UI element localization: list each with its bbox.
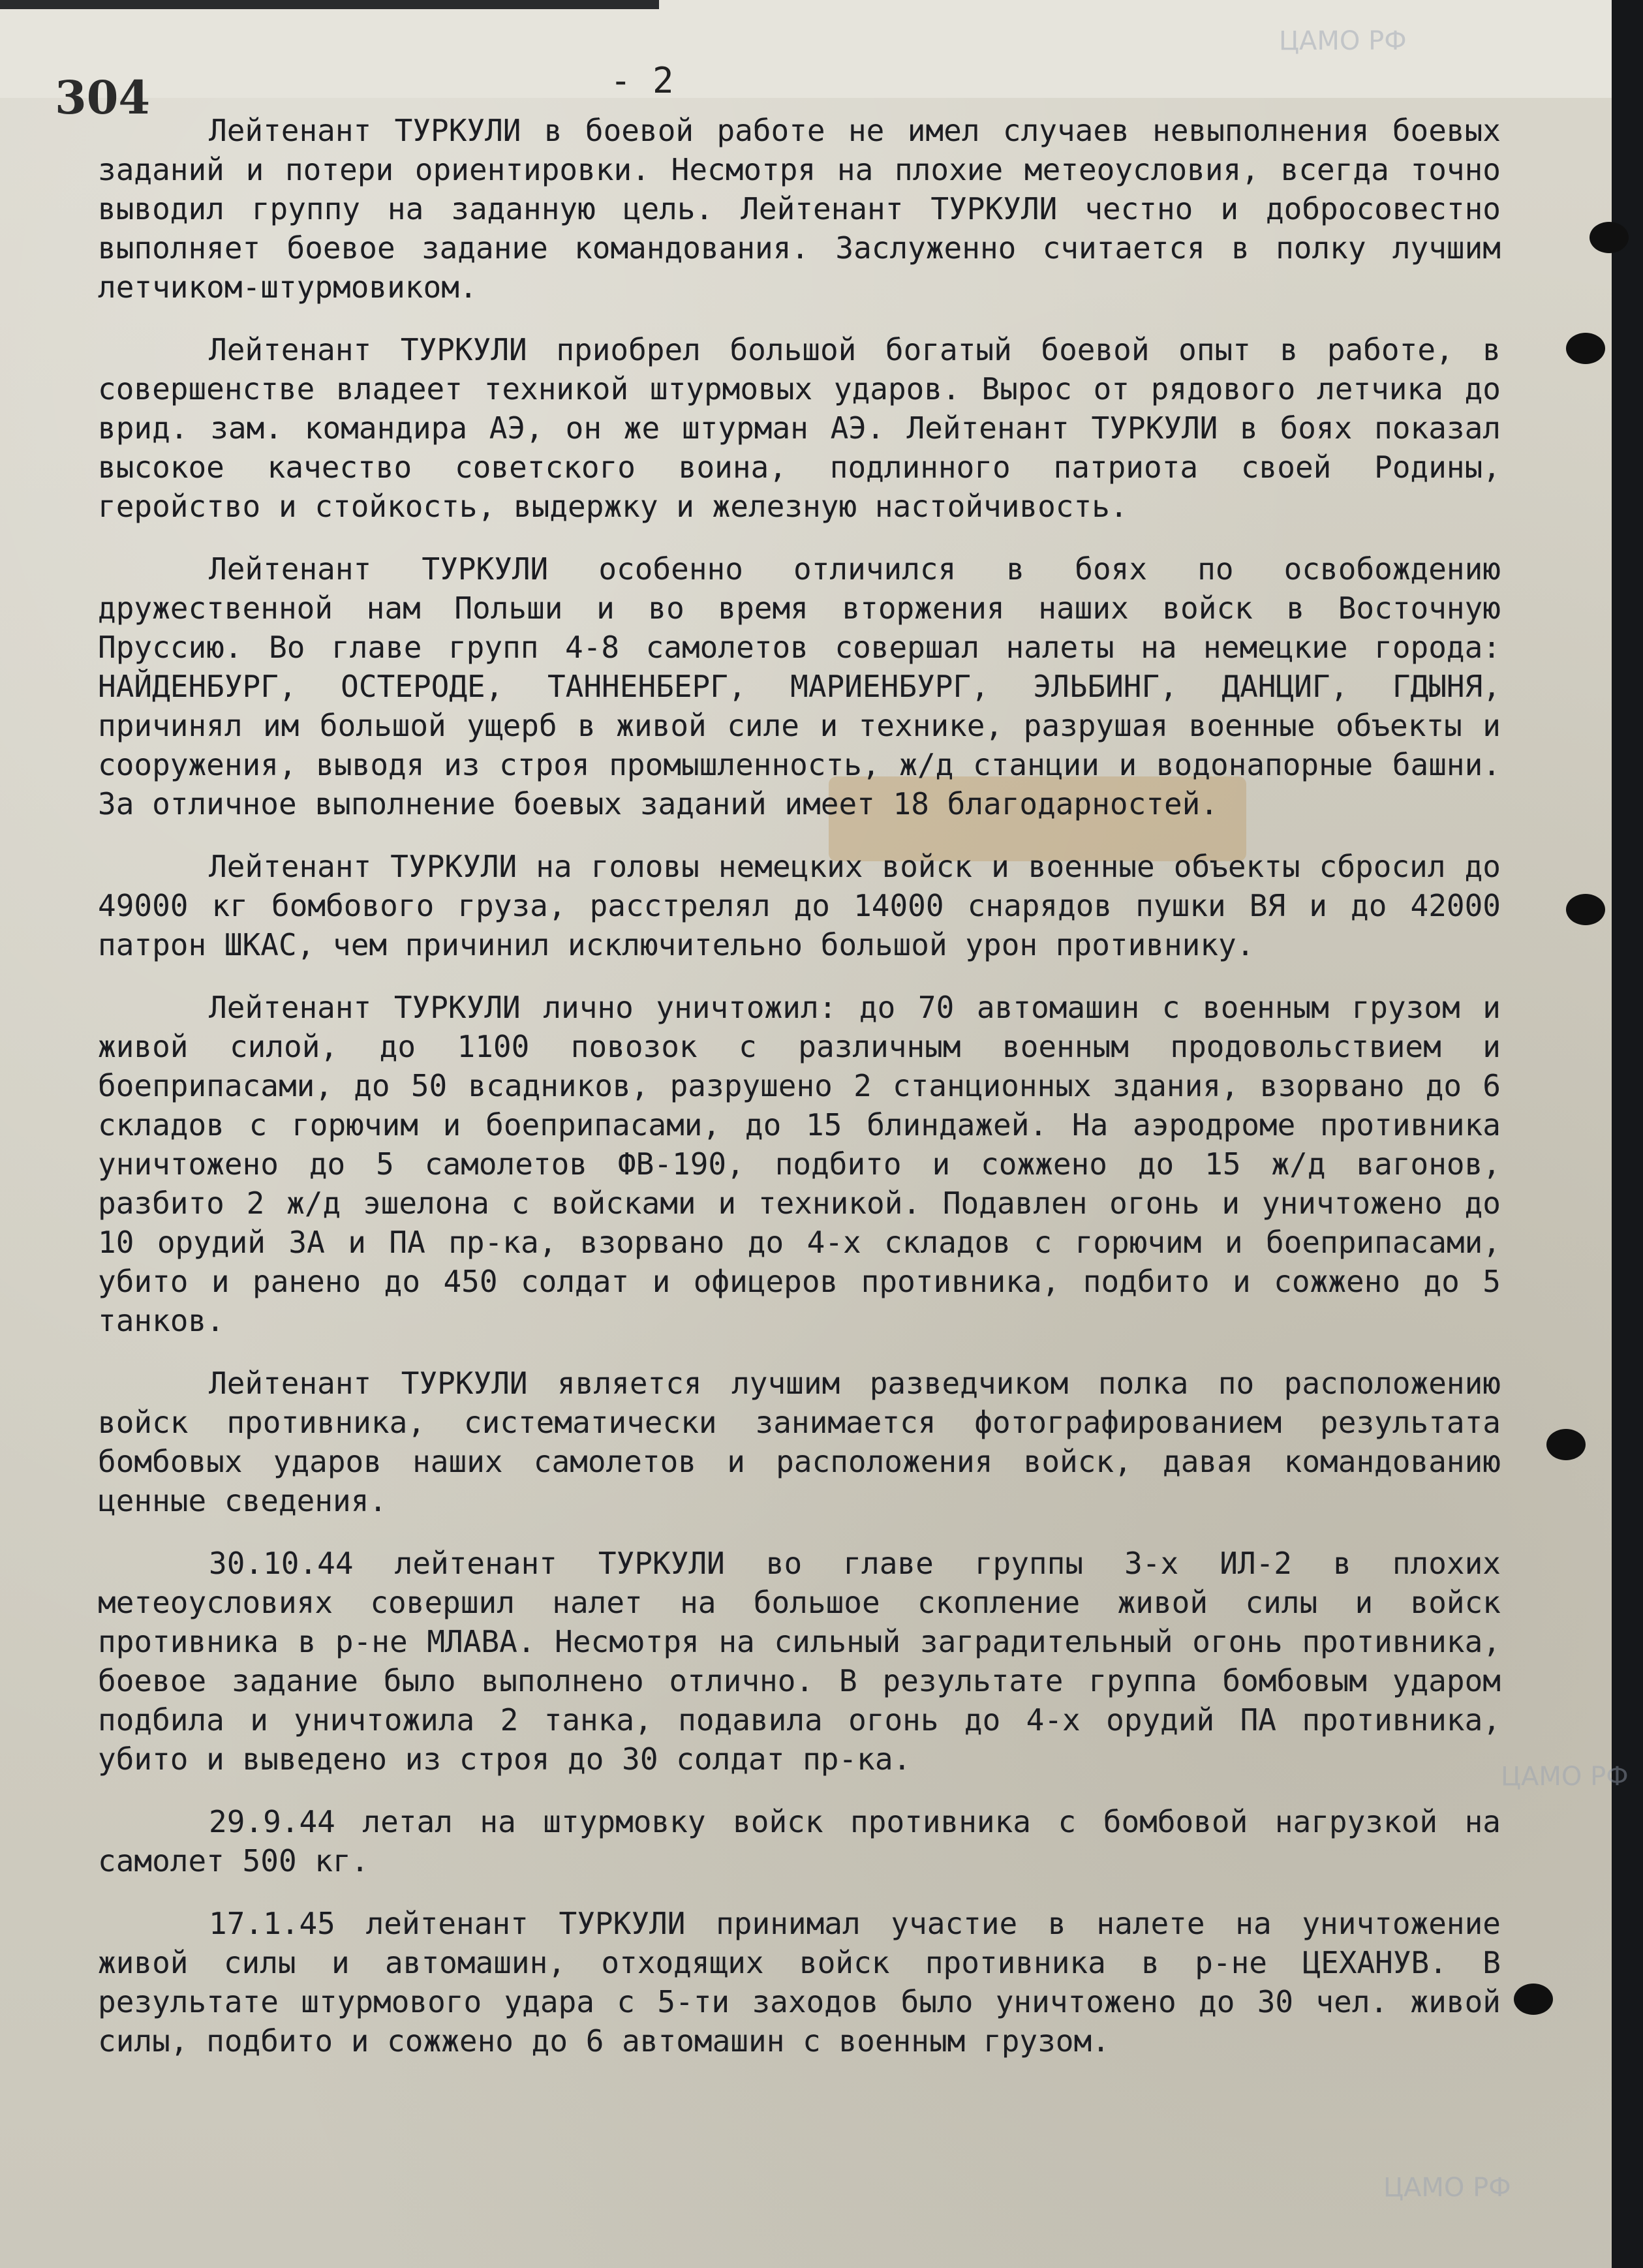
binding-hole bbox=[1514, 1984, 1553, 2015]
archive-watermark: ЦАМО РФ bbox=[1501, 1762, 1629, 1792]
paragraph: Лейтенант ТУРКУЛИ лично уничтожил: до 70 автомашин с военным грузом и живой силой, до 1100 повозок с различным военным продовольствием и боеприпасами, до 50 всадников, разрушено 2 станционных здания, взорвано до 6 складов с горючим и боеприпасами, до 15 блиндажей. На аэродроме противника уничтожено до 5 самолетов ФВ-190, подбито и сожжено до 15 ж/д вагонов, разбито 2 ж/д эшелона с войсками и техникой. Подавлен огонь и уничтожено до 10 орудий ЗА и ПА пр-ка, взорвано до 4-х складов с горючим и боеприпасами, убито и ранено до 450 солдат и офицеров противника, подбито и сожжено до 5 танков. bbox=[98, 990, 1501, 1338]
scan-top-edge bbox=[0, 0, 659, 9]
scan-right-edge bbox=[1612, 0, 1643, 2268]
archive-watermark: ЦАМО РФ bbox=[1279, 26, 1407, 56]
paragraph: Лейтенант ТУРКУЛИ особенно отличился в боях по освобождению дружественной нам Польши и во время вторжения наших войск в Восточную Пруссию. Во главе групп 4-8 самолетов совершал налеты на немецкие города: НАЙДЕНБУРГ, ОСТЕРОДЕ, ТАННЕНБЕРГ, МАРИЕНБУРГ, ЭЛЬБИНГ, ДАНЦИГ, ГДЫНЯ, причинял им большой ущерб в живой силе и технике, разрушая военные объекты и сооружения, выводя из строя промышленность, ж/д станции и водонапорные башни. За отличное выполнение боевых заданий имеет 18 благодарностей. bbox=[98, 551, 1501, 821]
page-marker: - 2 bbox=[610, 60, 674, 101]
archive-page-number: 304 bbox=[55, 70, 151, 125]
paragraph: 17.1.45 лейтенант ТУРКУЛИ принимал участие в налете на уничтожение живой силы и автомашин, отходящих войск противника в р-не ЦЕХАНУВ. В результате штурмового удара с 5-ти заходов было уничтожено до 30 чел. живой силы, подбито и сожжено до 6 автомашин с военным грузом. bbox=[98, 1906, 1501, 2059]
paragraph: Лейтенант ТУРКУЛИ на головы немецких войск и военные объекты сбросил до 49000 кг бомбового груза, расстрелял до 14000 снарядов пушки ВЯ и до 42000 патрон ШКАС, чем причинил исключительно большой урон противнику. bbox=[98, 849, 1501, 962]
paragraph: 29.9.44 летал на штурмовку войск противника с бомбовой нагрузкой на самолет 500 кг. bbox=[98, 1804, 1501, 1878]
binding-hole bbox=[1566, 333, 1605, 364]
paragraph: Лейтенант ТУРКУЛИ приобрел большой богатый боевой опыт в работе, в совершенстве владеет техникой штурмовых ударов. Вырос от рядового летчика до врид. зам. командира АЭ, он же штурман АЭ. Лейтенант ТУРКУЛИ в боях показал высокое качество советского воина, подлинного патриота своей Родины, геройство и стойкость, выдержку и железную настойчивость. bbox=[98, 332, 1501, 524]
binding-hole bbox=[1589, 222, 1629, 253]
archive-watermark: ЦАМО РФ bbox=[1383, 2173, 1511, 2203]
binding-hole bbox=[1566, 894, 1605, 925]
paragraph: 30.10.44 лейтенант ТУРКУЛИ во главе группы 3-х ИЛ-2 в плохих метеоусловиях совершил налет на большое скопление живой силы и войск противника в р-не МЛАВА. Несмотря на сильный заградительный огонь противника, боевое задание было выполнено отлично. В результате группа бомбовым ударом подбила и уничтожила 2 танка, подавила огонь до 4-х орудий ПА противника, убито и выведено из строя до 30 солдат пр-ка. bbox=[98, 1546, 1501, 1777]
paragraph: Лейтенант ТУРКУЛИ является лучшим разведчиком полка по расположению войск противника, систематически занимается фотографированием результата бомбовых ударов наших самолетов и расположения войск, давая командованию ценные сведения. bbox=[98, 1366, 1501, 1518]
paragraph: Лейтенант ТУРКУЛИ в боевой работе не имел случаев невыполнения боевых заданий и потери ориентировки. Несмотря на плохие метеоусловия, всегда точно выводил группу на заданную цель. Лейтенант ТУРКУЛИ честно и добросовестно выполняет боевое задание командования. Заслуженно считается в полку лучшим летчиком-штурмовиком. bbox=[98, 113, 1501, 305]
document-body bbox=[98, 111, 1501, 2084]
binding-hole bbox=[1546, 1429, 1586, 1460]
